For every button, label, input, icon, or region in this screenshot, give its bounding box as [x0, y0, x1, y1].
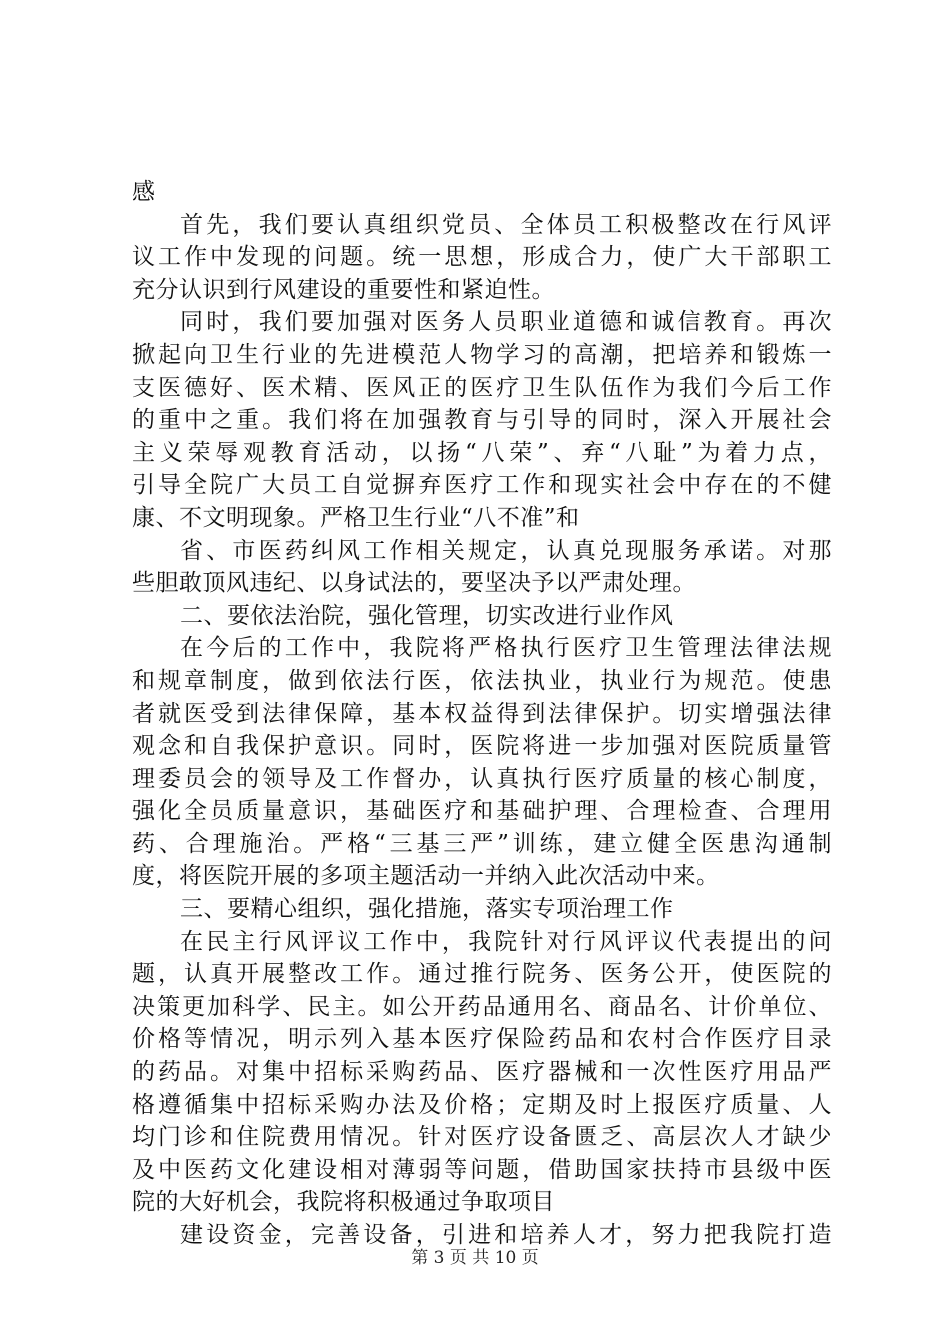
- text-line: 价格等情况，明示列入基本医疗保险药品和农村合作医疗目录: [132, 1026, 832, 1053]
- text-line: 题，认真开展整改工作。通过推行院务、医务公开，使医院的: [132, 961, 832, 988]
- text-line: 掀起向卫生行业的先进模范人物学习的高潮，把培养和锻炼一: [132, 341, 832, 368]
- text-line: 引导全院广大员工自觉摒弃医疗工作和现实社会中存在的不健: [132, 472, 832, 499]
- text-line: 在民主行风评议工作中，我院针对行风评议代表提出的问: [180, 928, 832, 955]
- text-line: 主义荣辱观教育活动，以扬“八荣”、弃“八耻”为着力点，: [132, 439, 832, 466]
- text-line: 议工作中发现的问题。统一思想，形成合力，使广大干部职工: [132, 244, 832, 271]
- text-line: 三、要精心组织，强化措施，落实专项治理工作: [180, 896, 674, 923]
- text-line: 格遵循集中招标采购办法及价格；定期及时上报医疗质量、人: [132, 1091, 832, 1118]
- text-line: 二、要依法治院，强化管理，切实改进行业作风: [180, 602, 674, 629]
- text-line: 的重中之重。我们将在加强教育与引导的同时，深入开展社会: [132, 407, 832, 434]
- document-body: [132, 176, 832, 1252]
- page-footer: 第 3 页 共 10 页: [411, 1248, 539, 1268]
- text-line: 度，将医院开展的多项主题活动一并纳入此次活动中来。: [132, 863, 720, 890]
- text-line: 强化全员质量意识，基础医疗和基础护理、合理检查、合理用: [132, 798, 832, 825]
- text-line: 的药品。对集中招标采购药品、医疗器械和一次性医疗用品严: [132, 1059, 832, 1086]
- text-line: 理委员会的领导及工作督办，认真执行医疗质量的核心制度，: [132, 765, 832, 792]
- text-line: 及中医药文化建设相对薄弱等问题，借助国家扶持市县级中医: [132, 1156, 832, 1183]
- text-line: 同时，我们要加强对医务人员职业道德和诚信教育。再次: [180, 309, 832, 336]
- text-line: 观念和自我保护意识。同时，医院将进一步加强对医院质量管: [132, 733, 832, 760]
- text-line: 在今后的工作中，我院将严格执行医疗卫生管理法律法规: [180, 635, 832, 662]
- text-line: 建设资金，完善设备，引进和培养人才，努力把我院打造: [180, 1222, 832, 1248]
- text-line: 些胆敢顶风违纪、以身试法的，要坚决予以严肃处理。: [132, 570, 696, 597]
- text-line: 支医德好、医术精、医风正的医疗卫生队伍作为我们今后工作: [132, 374, 832, 401]
- text-line: 充分认识到行风建设的重要性和紧迫性。: [132, 276, 555, 303]
- text-line: 院的大好机会，我院将积极通过争取项目: [132, 1189, 555, 1216]
- text-line: 决策更加科学、民主。如公开药品通用名、商品名、计价单位、: [132, 993, 832, 1020]
- text-line: 康、不文明现象。严格卫生行业“八不准”和: [132, 504, 580, 531]
- text-line: 均门诊和住院费用情况。针对医疗设备匮乏、高层次人才缺少: [132, 1124, 832, 1151]
- text-line: 和规章制度，做到依法行医，依法执业，执业行为规范。使患: [132, 667, 832, 694]
- text-line: 感: [132, 179, 156, 205]
- text-line: 者就医受到法律保障，基本权益得到法律保护。切实增强法律: [132, 700, 832, 727]
- text-line: 省、市医药纠风工作相关规定，认真兑现服务承诺。对那: [180, 537, 832, 564]
- text-line: 药、合理施治。严格“三基三严”训练，建立健全医患沟通制: [132, 830, 832, 857]
- text-line: 首先，我们要认真组织党员、全体员工积极整改在行风评: [180, 211, 832, 238]
